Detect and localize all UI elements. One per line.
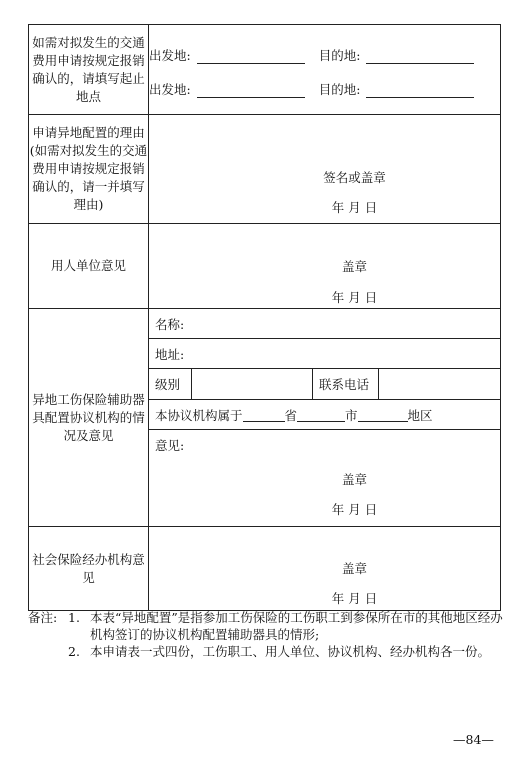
note-2-text: 本申请表一式四份，工伤职工、用人单位、协议机构、经办机构各一份。 — [90, 644, 491, 659]
destination-field-2[interactable] — [366, 84, 474, 98]
institution-level-phone-row — [149, 369, 500, 400]
notes — [28, 609, 503, 660]
departure-field-2[interactable] — [197, 84, 305, 98]
reason-label: 申请异地配置的理由(如需对拟发生的交通费用申请按规定报销确认的，请一并填写理由) — [29, 115, 149, 224]
belongs-prefix: 本协议机构属于 — [155, 407, 243, 423]
reason-date-label: 年 月 日 — [331, 200, 378, 215]
note-item-2 — [28, 643, 503, 660]
application-form-table — [28, 24, 501, 611]
reason-field[interactable] — [149, 115, 501, 224]
institution-address-label: 地址: — [155, 346, 185, 362]
province-label: 省 — [284, 407, 298, 423]
employer-opinion-field[interactable] — [149, 224, 501, 309]
level-field[interactable] — [192, 369, 313, 399]
note-1-number: 1. — [68, 610, 80, 625]
departure-label: 出发地: — [149, 81, 191, 97]
route-label: 如需对拟发生的交通费用申请按规定报销确认的，请填写起止地点 — [29, 25, 149, 115]
route-line-1 — [149, 36, 500, 70]
phone-field[interactable] — [379, 369, 500, 399]
employer-row — [29, 224, 501, 309]
region-field[interactable] — [358, 408, 408, 422]
destination-label: 目的地: — [318, 47, 361, 63]
page-number: —84— — [453, 732, 494, 747]
city-field[interactable] — [297, 408, 345, 422]
note-2-number: 2. — [68, 644, 80, 659]
route-fields — [149, 25, 501, 115]
opinion-label: 意见: — [155, 438, 185, 453]
departure-field-1[interactable] — [197, 50, 305, 64]
province-field[interactable] — [243, 408, 285, 422]
departure-label: 出发地: — [149, 47, 191, 63]
employer-label: 用人单位意见 — [29, 224, 149, 309]
route-row — [29, 25, 501, 115]
institution-address-row[interactable] — [149, 339, 500, 369]
agency-stamp-label: 盖章 — [341, 561, 367, 576]
route-line-2 — [149, 70, 500, 104]
city-label: 市 — [345, 407, 358, 423]
agency-opinion-field[interactable] — [149, 527, 501, 611]
signature-label: 签名或盖章 — [323, 170, 386, 185]
agency-row — [29, 527, 501, 611]
employer-stamp-label: 盖章 — [341, 259, 367, 274]
agency-label: 社会保险经办机构意见 — [29, 527, 149, 611]
institution-stamp-label: 盖章 — [341, 472, 367, 487]
note-1-text: 本表“异地配置”是指参加工伤保险的工伤职工到参保所在市的其他地区经办机构签订的协议机构配置辅助器具的情形; — [90, 610, 503, 642]
institution-date-label: 年 月 日 — [331, 502, 378, 517]
employer-date-label: 年 月 日 — [331, 290, 378, 305]
institution-name-label: 名称: — [155, 316, 185, 332]
institution-opinion-field[interactable] — [149, 430, 500, 526]
reason-row — [29, 115, 501, 224]
institution-region-row — [149, 400, 500, 430]
region-label: 地区 — [407, 407, 433, 423]
notes-prefix: 备注: — [28, 610, 58, 625]
destination-field-1[interactable] — [366, 50, 474, 64]
institution-fields — [149, 309, 501, 527]
agency-date-label: 年 月 日 — [331, 591, 378, 606]
institution-name-row[interactable] — [149, 309, 500, 339]
phone-label: 联系电话 — [313, 369, 379, 399]
institution-row — [29, 309, 501, 527]
level-label: 级别 — [149, 369, 192, 399]
institution-label: 异地工伤保险辅助器具配置协议机构的情况及意见 — [29, 309, 149, 527]
destination-label: 目的地: — [318, 81, 361, 97]
note-item-1 — [28, 609, 503, 643]
